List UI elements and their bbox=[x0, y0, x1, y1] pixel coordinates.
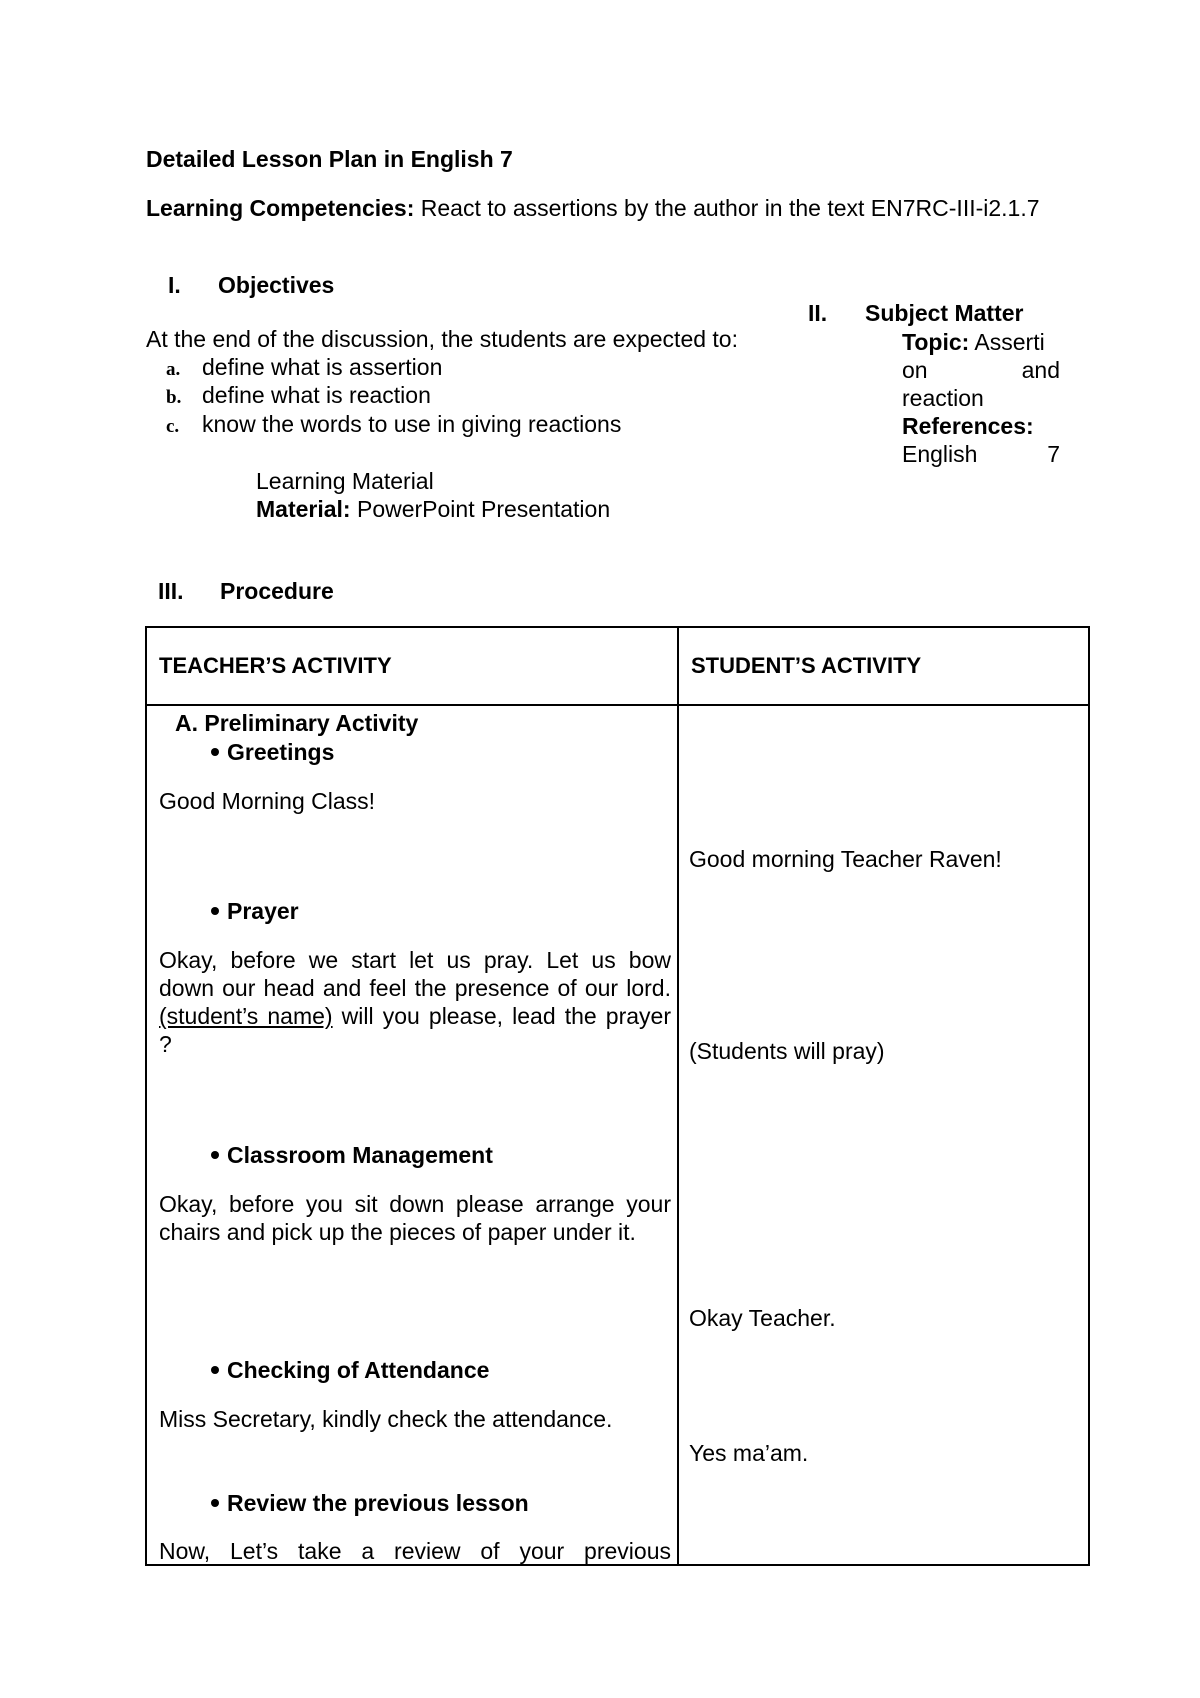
bullet-icon bbox=[211, 907, 219, 915]
teacher-activity-cell bbox=[146, 705, 678, 1565]
topic-value-2a: on bbox=[902, 357, 928, 383]
objective-text: define what is reaction bbox=[202, 382, 431, 408]
topic-label: Topic: bbox=[902, 329, 970, 355]
objective-label: c. bbox=[166, 416, 180, 437]
attendance-student-text: Yes ma’am. bbox=[689, 1440, 809, 1466]
objective-text: define what is assertion bbox=[202, 354, 443, 380]
topic-line-3 bbox=[902, 384, 1060, 412]
references-value: English bbox=[902, 441, 978, 467]
references-number: 7 bbox=[1047, 441, 1060, 467]
attendance-teacher-text: Miss Secretary, kindly check the attendance. bbox=[159, 1406, 613, 1432]
objectives-heading bbox=[168, 272, 334, 299]
learning-competencies bbox=[146, 194, 1058, 222]
prayer-teacher-text: Okay, before we start let us pray. Let us bow down our head and feel the presence of our lord. (student’s name) will you please, lead the prayer ? bbox=[159, 947, 671, 1057]
topic-value-3: reaction bbox=[902, 385, 984, 411]
topic-value: Asserti bbox=[969, 329, 1045, 355]
prayer-heading bbox=[211, 898, 299, 925]
procedure-heading bbox=[158, 578, 334, 605]
subject-matter-title: Subject Matter bbox=[865, 300, 1024, 326]
topic-line bbox=[902, 328, 1060, 356]
bullet-icon bbox=[211, 1151, 219, 1159]
classroom-management-heading bbox=[211, 1142, 493, 1169]
procedure-table bbox=[145, 626, 1090, 1566]
competency-text: React to assertions by the author in the text EN7RC-III-i2.1.7 bbox=[414, 195, 1040, 221]
teacher-activity-header: TEACHER’S ACTIVITY bbox=[146, 627, 678, 705]
attendance-label: Checking of Attendance bbox=[227, 1357, 490, 1383]
material-label: Material: bbox=[256, 496, 351, 522]
topic-line-2 bbox=[902, 356, 1060, 384]
subject-matter-heading bbox=[808, 300, 1023, 327]
subject-matter-details bbox=[902, 328, 1060, 468]
references-line bbox=[902, 412, 1060, 440]
competency-label: Learning Competencies: bbox=[146, 195, 415, 221]
table-row bbox=[146, 705, 1089, 1565]
bullet-icon bbox=[211, 1366, 219, 1374]
references-value-line bbox=[902, 440, 1060, 468]
topic-value-2b: and bbox=[1021, 357, 1060, 383]
review-heading bbox=[211, 1490, 529, 1517]
classroom-student-text: Okay Teacher. bbox=[689, 1305, 836, 1331]
objective-item bbox=[166, 354, 442, 381]
learning-material-label: Learning Material bbox=[256, 468, 434, 494]
document-title: Detailed Lesson Plan in English 7 bbox=[146, 146, 513, 172]
greetings-label: Greetings bbox=[227, 739, 335, 765]
objectives-title: Objectives bbox=[218, 272, 335, 298]
bullet-icon bbox=[211, 1499, 219, 1507]
objective-label: b. bbox=[166, 387, 182, 408]
prayer-student-text: (Students will pray) bbox=[689, 1038, 885, 1064]
references-label: References: bbox=[902, 413, 1034, 439]
prayer-label: Prayer bbox=[227, 898, 299, 924]
objective-label: a. bbox=[166, 359, 181, 380]
procedure-title: Procedure bbox=[220, 578, 334, 604]
student-activity-header: STUDENT’S ACTIVITY bbox=[678, 627, 1089, 705]
procedure-numeral: III. bbox=[158, 578, 184, 604]
objectives-numeral: I. bbox=[168, 272, 181, 298]
review-teacher-text: Now, Let’s take a review of your previous bbox=[159, 1538, 671, 1564]
objectives-intro: At the end of the discussion, the students are expected to: bbox=[146, 326, 738, 352]
table-header-row bbox=[146, 627, 1089, 705]
classroom-teacher-text: Okay, before you sit down please arrange your chairs and pick up the pieces of paper under it. bbox=[159, 1191, 671, 1245]
student-activity-cell bbox=[678, 705, 1089, 1565]
greetings-student-text: Good morning Teacher Raven! bbox=[689, 846, 1002, 872]
bullet-icon bbox=[211, 748, 219, 756]
subject-matter-numeral: II. bbox=[808, 300, 828, 326]
review-label: Review the previous lesson bbox=[227, 1490, 529, 1516]
material-line bbox=[256, 496, 610, 523]
material-value: PowerPoint Presentation bbox=[350, 496, 611, 522]
student-name-placeholder: (student’s name) bbox=[159, 1003, 333, 1029]
objective-text: know the words to use in giving reactions bbox=[202, 411, 622, 437]
attendance-heading bbox=[211, 1357, 489, 1384]
greetings-teacher-text: Good Morning Class! bbox=[159, 788, 376, 814]
objective-item bbox=[166, 382, 431, 409]
greetings-heading bbox=[211, 739, 334, 766]
objective-item bbox=[166, 411, 621, 438]
preliminary-activity-heading: A. Preliminary Activity bbox=[175, 710, 419, 736]
classroom-management-label: Classroom Management bbox=[227, 1142, 493, 1168]
